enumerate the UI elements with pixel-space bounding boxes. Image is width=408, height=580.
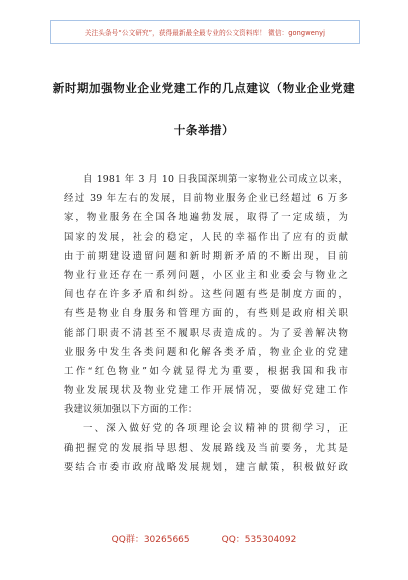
document-body [64, 170, 348, 477]
promo-banner-text: 关注头条号“公文研究”，获得最新最全最专业的公文资料库！ 微信：gongwenyj [84, 29, 326, 37]
body-line: 由于前期建设遗留问题和新时期新矛盾的不断出现，目前 [64, 250, 348, 262]
body-line: 工作“红色物业”如今就显得尤为重要，根据我国和我市 [64, 365, 348, 377]
body-line: 业服务中发生各类问题和化解各类矛盾，物业企业的党建 [64, 346, 348, 358]
body-line: 能部门职责不清甚至不履职尽责造成的。为了妥善解决物 [64, 327, 348, 339]
body-line: 物业行业还存在一系列问题，小区业主和业委会与物业之 [64, 269, 348, 281]
body-line: 经过 39 年左右的发展，目前物业服务企业已经超过 6 万多 [64, 193, 348, 205]
footer-qq-number: QQ：535304092 [221, 535, 297, 545]
promo-banner [50, 20, 360, 44]
body-line: 物业发展现状及物业党建工作开展情况，要做好党建工作 [64, 385, 348, 397]
footer-qq-group: QQ群：30265665 [111, 535, 190, 545]
document-title-line-1: 新时期加强物业企业党建工作的几点建议（物业企业党建 [52, 81, 356, 95]
page-footer [0, 532, 408, 545]
body-line: 确把握党的发展指导思想、发展路线及当前要务，尤其是 [64, 442, 348, 454]
body-line: 有些是物业自身服务和管理方面的，有些则是政府相关职 [64, 308, 348, 320]
body-line: 间也存在许多矛盾和纠纷。这些问题有些是制度方面的， [64, 289, 348, 301]
body-line: 要结合市委市政府战略发展规划，建言献策，积极做好政 [64, 461, 348, 473]
body-line: 自 1981 年 3 月 10 日我国深圳第一家物业公司成立以来， [83, 174, 348, 185]
body-line: 我建议须加强以下方面的工作： [64, 404, 198, 416]
body-line: 国家的发展，社会的稳定，人民的幸福作出了应有的贡献 [64, 231, 348, 243]
body-line: 一、深入做好党的各项理论会议精神的贯彻学习，正 [83, 423, 348, 435]
document-title-line-2: 十条举措） [173, 123, 235, 137]
body-line: 家，物业服务在全国各地遍勃发展，取得了一定成绩，为 [64, 212, 348, 224]
